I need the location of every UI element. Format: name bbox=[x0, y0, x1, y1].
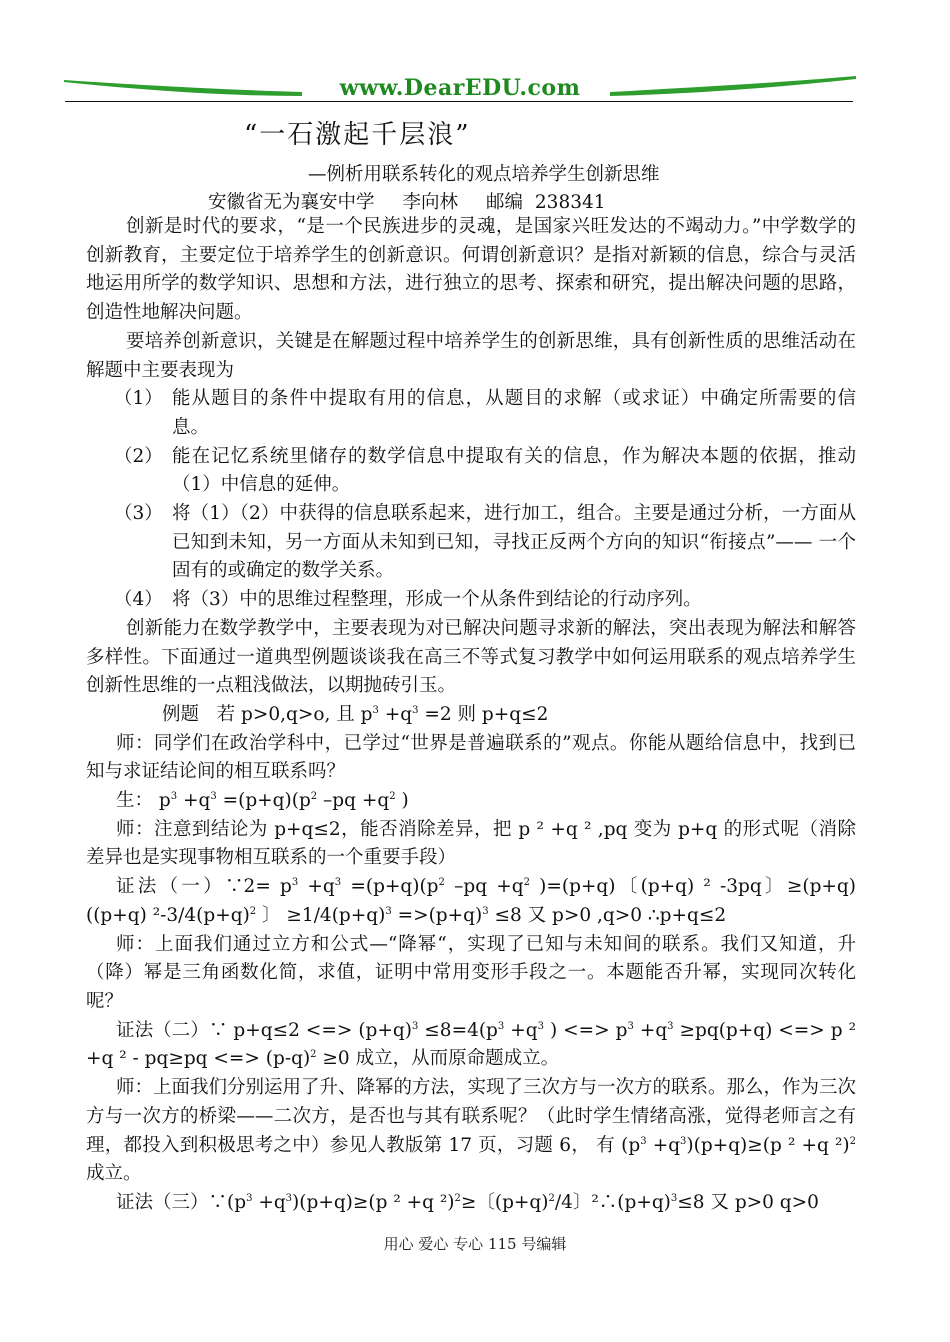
author-school: 安徽省无为襄安中学 bbox=[208, 192, 375, 213]
text-run: +q bbox=[298, 876, 335, 898]
list-item-number: （3） bbox=[114, 503, 163, 525]
superscript: 2 bbox=[438, 877, 445, 889]
superscript: 2 bbox=[249, 905, 257, 917]
teacher-comment-4 bbox=[86, 1074, 856, 1189]
superscript: 3 bbox=[482, 905, 489, 917]
superscript: 3 bbox=[291, 877, 299, 889]
superscript: 3 bbox=[680, 1135, 687, 1147]
superscript: 3 bbox=[385, 905, 392, 917]
text-run: 若 p>0,q>o, 且 p bbox=[216, 703, 373, 725]
article-title: “一石激起千层浪” bbox=[244, 120, 471, 150]
proof-method-2 bbox=[86, 1017, 856, 1074]
superscript: 3 bbox=[497, 1020, 505, 1032]
text-run: 成立。 bbox=[86, 1163, 142, 1185]
text-run: +q bbox=[252, 1191, 286, 1213]
text-run: 〕 ≥1/4(p+q) bbox=[256, 904, 386, 926]
text-run: =(p+q)(p bbox=[341, 876, 439, 898]
superscript: 2 bbox=[454, 1192, 461, 1204]
text-run: )(p+q)≥(p ² +q ²) bbox=[292, 1191, 455, 1213]
author-name: 李向林 bbox=[402, 192, 459, 213]
text-run: ) <=> p bbox=[543, 1019, 628, 1041]
paragraph-ability: 创新能力在数学教学中，主要表现为对已解决问题寻求新的解法，突出表现为解法和解答多样性。下面通过一道典型例题谈谈我在高三不等式复习教学中如何运用联系的观点培养学生创新性思维的一点粗浅做法，以期抛砖引玉。 bbox=[86, 617, 856, 697]
text-run: ≥0 成立，从而原命题成立。 bbox=[316, 1048, 560, 1070]
article-body bbox=[86, 213, 856, 1218]
superscript: 2 bbox=[849, 1135, 856, 1147]
text-run: +q bbox=[646, 1134, 681, 1156]
text-run: –pq +q bbox=[444, 876, 524, 898]
text-run: +q bbox=[504, 1019, 538, 1041]
list-item bbox=[86, 586, 856, 615]
list-item-text: 将（3）中的思维过程整理，形成一个从条件到结论的行动序列。 bbox=[172, 589, 702, 611]
text-run: ≤8 又 p>0 q>0 bbox=[677, 1191, 819, 1213]
list-item-number: （1） bbox=[114, 388, 163, 410]
superscript: 2 bbox=[548, 1192, 555, 1204]
superscript: 3 bbox=[170, 791, 178, 803]
text-run: =>(p+q) bbox=[391, 904, 483, 926]
list-item bbox=[86, 443, 856, 500]
superscript: 3 bbox=[411, 1020, 419, 1032]
superscript: 3 bbox=[372, 704, 379, 716]
superscript: 3 bbox=[412, 704, 419, 716]
text-run: 证法（一）∵2= p bbox=[116, 876, 292, 898]
list-item bbox=[86, 500, 856, 586]
text-run: +q bbox=[633, 1019, 668, 1041]
list-item-text: 能在记忆系统里储存的数学信息中提取有关的信息，作为解决本题的依据，推动（1）中信息的延伸。 bbox=[172, 445, 856, 496]
text-run: 师：上面我们分别运用了升、降幂的方法，实现了三次方与一次方的联系。那么，作为三次方与一次方的桥梁——二次方，是否也与其有联系呢？（此时学生情绪高涨，觉得老师言之有理，都投入到积极思考之中）参见人教版第 17 页，习题 6， 有 (p bbox=[86, 1077, 857, 1156]
text-run: /4〕²∴(p+q) bbox=[554, 1191, 671, 1213]
teacher-question-1: 师：同学们在政治学科中，已学过“世界是普遍联系的”观点。你能从题给信息中，找到已知与求证结论间的相互联系吗？ bbox=[86, 732, 856, 783]
superscript: 3 bbox=[334, 877, 342, 889]
superscript: 2 bbox=[389, 791, 396, 803]
superscript: 3 bbox=[537, 1020, 544, 1032]
list-item-number: （4） bbox=[114, 589, 163, 611]
text-run: ≤8=4(p bbox=[418, 1019, 498, 1041]
text-run: ≤8 又 p>0 ,q>0 ∴p+q≤2 bbox=[488, 904, 727, 926]
list-item-number: （2） bbox=[114, 445, 163, 467]
list-item-text: 将（1）（2）中获得的信息联系起来，进行加工，组合。主要是通过分析，一方面从已知到未知，另一方面从未知到已知，寻找正反两个方向的知识“衔接点”—— 一个固有的或确定的数学关系。 bbox=[172, 503, 856, 582]
superscript: 3 bbox=[210, 791, 217, 803]
superscript: 3 bbox=[670, 1192, 678, 1204]
text-run: 证法（二）∵ p+q≤2 <=> (p+q) bbox=[116, 1019, 412, 1041]
superscript: 2 bbox=[310, 791, 318, 803]
header-divider bbox=[65, 101, 853, 102]
text-run: =(p+q)(p bbox=[216, 790, 311, 812]
example-label: 例题 bbox=[162, 703, 200, 725]
superscript: 3 bbox=[285, 1192, 293, 1204]
author-line bbox=[208, 188, 606, 214]
example-problem bbox=[86, 701, 856, 730]
text-run: 生： p bbox=[116, 790, 171, 812]
superscript: 2 bbox=[523, 877, 530, 889]
superscript: 3 bbox=[246, 1192, 253, 1204]
list-item-text: 能从题目的条件中提取有用的信息，从题目的求解（或求证）中确定所需要的信息。 bbox=[172, 388, 856, 438]
proof-method-3 bbox=[86, 1189, 856, 1218]
text-run: +q bbox=[378, 703, 413, 725]
text-run: 证法（三）∵(p bbox=[116, 1191, 247, 1213]
superscript: 3 bbox=[667, 1020, 674, 1032]
teacher-comment-3: 师：上面我们通过立方和公式—“降幂“，实现了已知与未知间的联系。我们又知道，升（降）幂是三角函数化简，求值，证明中常用变形手段之一。本题能否升幂，实现同次转化呢？ bbox=[86, 933, 856, 1012]
superscript: 2 bbox=[310, 1049, 317, 1061]
proof-method-1 bbox=[86, 873, 856, 930]
teacher-question-2: 师：注意到结论为 p+q≤2，能否消除差异，把 p ² +q ² ,pq 变为 p+q 的形式呢（消除差异也是实现事物相互联系的一个重要手段） bbox=[86, 818, 856, 869]
paragraph-key: 要培养创新意识，关键是在解题过程中培养学生的创新思维，具有创新性质的思维活动在解题中主要表现为 bbox=[86, 330, 856, 381]
text-run: ≥〔(p+q) bbox=[460, 1191, 549, 1213]
text-run: )(p+q)≥(p ² +q ²) bbox=[686, 1134, 850, 1156]
site-logo-text: www.DearEDU.com bbox=[339, 75, 581, 101]
article-subtitle: —例析用联系转化的观点培养学生创新思维 bbox=[308, 164, 660, 185]
superscript: 3 bbox=[627, 1020, 634, 1032]
author-postcode: 邮编 238341 bbox=[486, 192, 606, 213]
text-run: –pq +q bbox=[317, 790, 390, 812]
paragraph-intro: 创新是时代的要求，“是一个民族进步的灵魂，是国家兴旺发达的不竭动力。”中学数学的创新教育，主要定位于培养学生的创新意识。何谓创新意识？是指对新颖的信息，综合与灵活地运用所学的数学知识、思想和方法，进行独立的思考、探索和研究，提出解决问题的思路，创造性地解决问题。 bbox=[86, 216, 856, 324]
text-run: ) bbox=[395, 790, 409, 812]
list-item bbox=[86, 385, 856, 442]
text-run: =2 则 p+q≤2 bbox=[418, 703, 549, 725]
text-run: ≥pq(p+q) <=> p ² +q ² - pq≥pq <=> (p-q) bbox=[86, 1019, 856, 1070]
superscript: 3 bbox=[640, 1135, 647, 1147]
text-run: +q bbox=[177, 790, 211, 812]
page-footer: 用心 爱心 专心 115 号编辑 bbox=[383, 1235, 567, 1253]
text-run: )=(p+q)〔(p+q) ² -3pq〕≥(p+q)((p+q) ²-3/4(p+q) bbox=[86, 876, 856, 926]
student-answer bbox=[86, 787, 856, 816]
